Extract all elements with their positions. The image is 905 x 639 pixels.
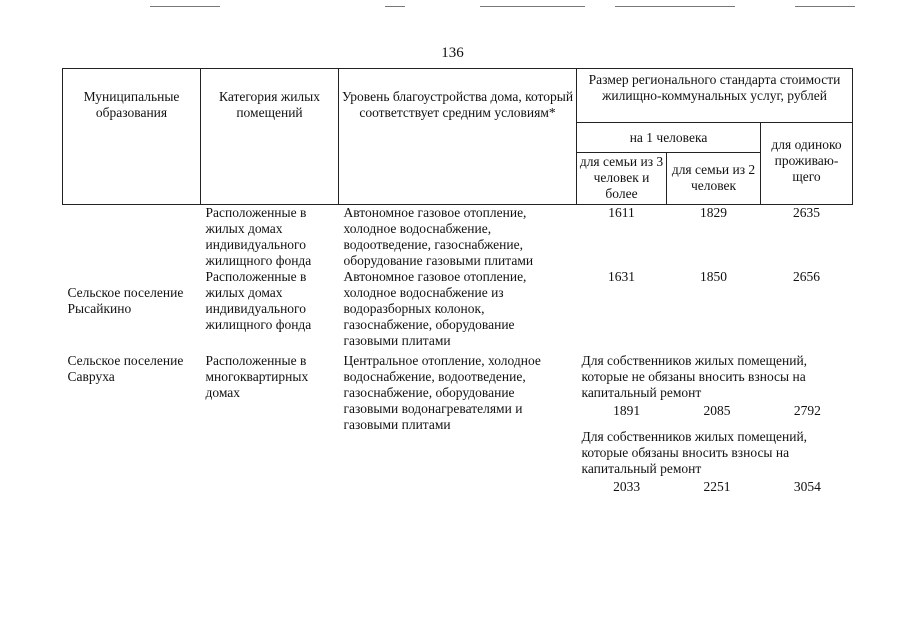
- row-category: Расположенные в многоквартирных домах: [205, 353, 309, 400]
- value-family2: 2251: [703, 479, 731, 494]
- row-level: Центральное отопление, холодное водоснабжение, водоотведение, газоснабжение, оборудование газовыми водонагревателями и газовыми плитами: [343, 353, 541, 432]
- value-family3: 1611: [608, 205, 635, 220]
- scan-artifact-line: [615, 6, 735, 7]
- value-family2: 2085: [703, 403, 731, 418]
- row-municipality: Сельское поселение Савруха: [67, 353, 184, 384]
- value-single: 2792: [793, 403, 821, 418]
- values-row: [582, 403, 853, 419]
- table-row: [63, 205, 853, 270]
- value-family3: 1891: [613, 403, 641, 418]
- table-row: [63, 349, 853, 495]
- row-category: Расположенные в жилых домах индивидуального жилищного фонда: [205, 205, 312, 268]
- table-row: [63, 269, 853, 349]
- header-family2: для семьи из 2 человек: [667, 153, 761, 205]
- row-category: Расположенные в жилых домах индивидуального жилищного фонда: [205, 269, 312, 332]
- values-row: [582, 479, 853, 495]
- header-single: для одиноко проживаю-щего: [761, 123, 853, 205]
- header-family3: для семьи из 3 человек и более: [577, 153, 667, 205]
- header-municipality: Муниципальные образования: [63, 69, 201, 205]
- scan-artifact-line: [795, 6, 855, 7]
- value-family3: 1631: [608, 269, 635, 284]
- value-single: 3054: [793, 479, 821, 494]
- page-number: 136: [441, 45, 464, 61]
- row-level: Автономное газовое отопление, холодное водоснабжение из водоразборных колонок, газоснабжение, оборудование газовыми плитами: [343, 269, 527, 348]
- header-category: Категория жилых помещений: [201, 69, 339, 205]
- row-municipality: Сельское поселение Рысайкино: [67, 285, 184, 316]
- row-municipality: [63, 205, 201, 270]
- header-standard: Размер регионального стандарта стоимости жилищно-коммунальных услуг, рублей: [577, 69, 853, 123]
- value-single: 2635: [793, 205, 820, 220]
- value-family3: 2033: [613, 479, 641, 494]
- value-single: 2656: [793, 269, 820, 284]
- scan-artifact-line: [385, 6, 405, 7]
- note-with-capital-repair: Для собственников жилых помещений, которые обязаны вносить взносы на капитальный ремонт: [581, 429, 808, 476]
- header-level: Уровень благоустройства дома, который соответствует средним условиям*: [339, 69, 577, 205]
- value-family2: 1829: [700, 205, 727, 220]
- note-no-capital-repair: Для собственников жилых помещений, которые не обязаны вносить взносы на капитальный ремонт: [581, 353, 808, 400]
- row-level: Автономное газовое отопление, холодное водоснабжение, водоотведение, газоснабжение, оборудование газовыми плитами: [343, 205, 534, 268]
- housing-cost-table: [62, 68, 853, 495]
- scan-artifact-line: [150, 6, 220, 7]
- scan-artifact-line: [480, 6, 585, 7]
- savrukha-values: [577, 349, 853, 495]
- header-per-person: на 1 человека: [577, 123, 761, 153]
- value-family2: 1850: [700, 269, 727, 284]
